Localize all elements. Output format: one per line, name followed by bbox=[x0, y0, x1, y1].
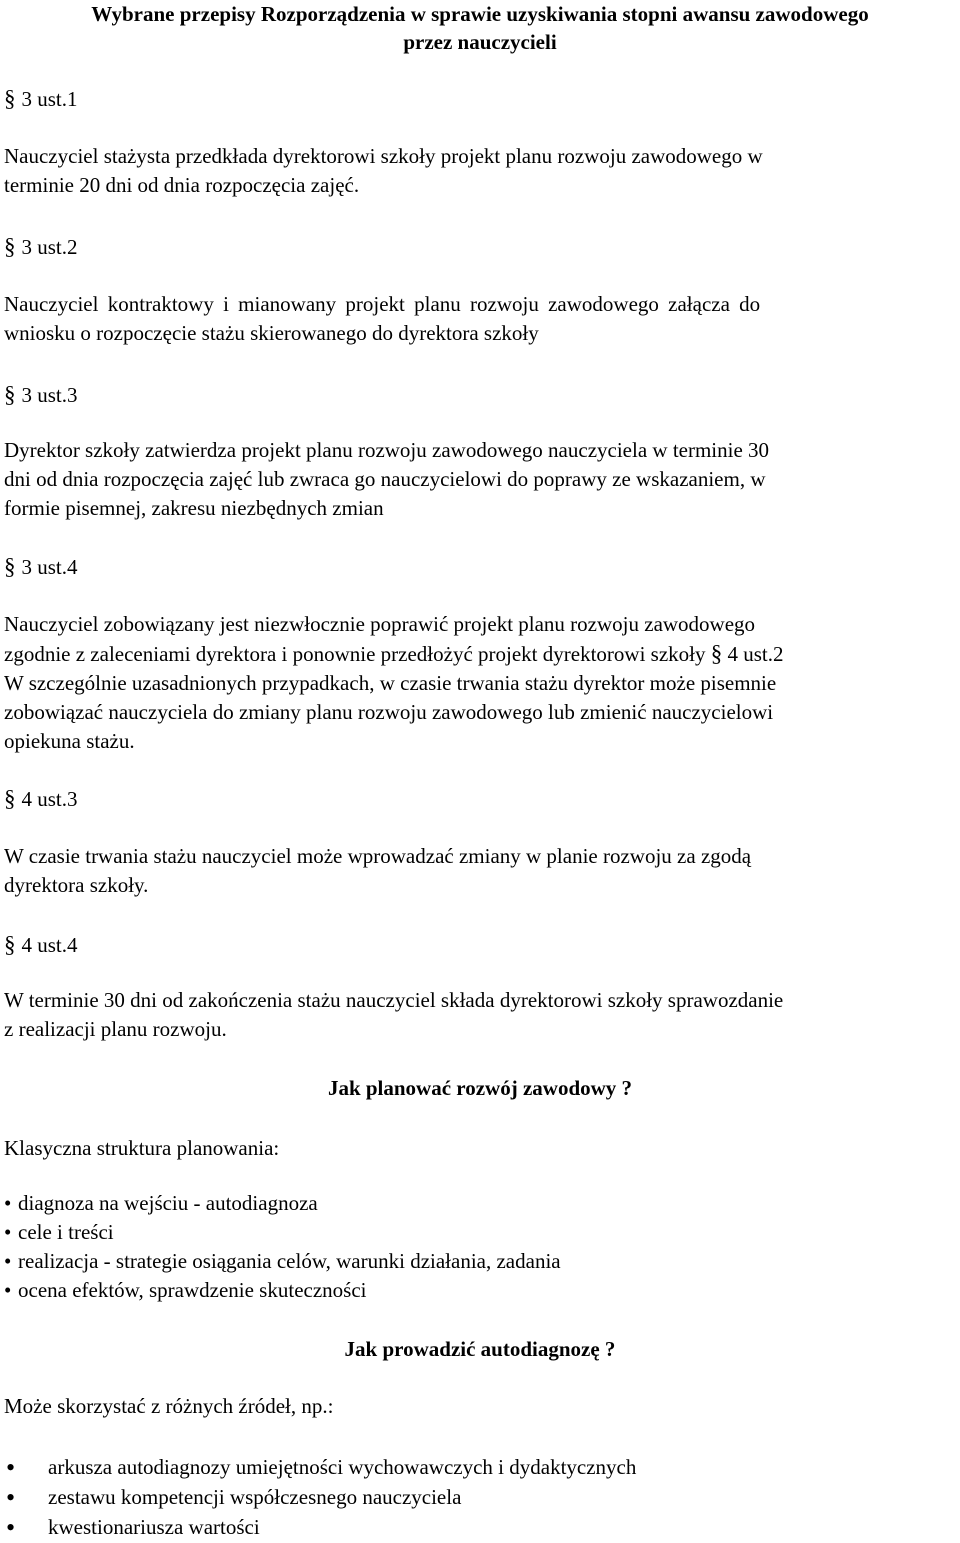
list-item-text: cele i treści bbox=[18, 1220, 114, 1244]
section-ref-label: 4 ust.4 bbox=[21, 933, 78, 957]
list-item-text: ocena efektów, sprawdzenie skuteczności bbox=[18, 1278, 367, 1302]
bullet-icon: • bbox=[6, 1483, 16, 1512]
text-line: Nauczyciel kontraktowy i mianowany projekt planu rozwoju zawodowego załącza do bbox=[4, 292, 761, 316]
text-line-with-ref bbox=[4, 639, 956, 669]
list-item bbox=[4, 1513, 956, 1543]
section-ref-label: 3 ust.3 bbox=[21, 383, 78, 407]
section-symbol: § bbox=[4, 932, 16, 957]
section-ref-label: 3 ust.4 bbox=[21, 555, 78, 579]
text-line: Nauczyciel zobowiązany jest niezwłocznie poprawić projekt planu rozwoju zawodowego bbox=[4, 612, 756, 636]
planning-list bbox=[4, 1189, 956, 1305]
list-item-text: zestawu kompetencji współczesnego nauczyciela bbox=[48, 1485, 462, 1509]
text-line: zobowiązać nauczyciela do zmiany planu rozwoju zawodowego lub zmienić nauczycielowi bbox=[4, 700, 774, 724]
text-line: terminie 20 dni od dnia rozpoczęcia zajęć. bbox=[4, 173, 360, 197]
text-line: dni od dnia rozpoczęcia zajęć lub zwraca go nauczycielowi do poprawy ze wskazaniem, w bbox=[4, 467, 766, 491]
text-line: z realizacji planu rozwoju. bbox=[4, 1017, 227, 1041]
bullet-icon: • bbox=[4, 1278, 12, 1302]
list-item-text: arkusza autodiagnozy umiejętności wychowawczych i dydaktycznych bbox=[48, 1455, 637, 1479]
bullet-icon: • bbox=[4, 1191, 12, 1215]
section-symbol: § bbox=[4, 786, 16, 811]
section-ref-3-3 bbox=[4, 380, 956, 410]
text-segment: zgodnie z zaleceniami dyrektora i ponownie przedłożyć projekt dyrektorowi szkoły bbox=[4, 642, 706, 666]
section-symbol: § bbox=[710, 641, 723, 666]
section-text-3-1 bbox=[4, 142, 956, 200]
section-text-4-4 bbox=[4, 986, 956, 1044]
autodiagnosis-list bbox=[4, 1453, 956, 1543]
list-item bbox=[4, 1453, 956, 1483]
section-ref-label: 3 ust.2 bbox=[21, 235, 78, 259]
text-line: Nauczyciel stażysta przedkłada dyrektorowi szkoły projekt planu rozwoju zawodowego w bbox=[4, 144, 763, 168]
planning-intro: Klasyczna struktura planowania: bbox=[4, 1136, 280, 1160]
planning-heading: Jak planować rozwój zawodowy ? bbox=[327, 1076, 633, 1100]
list-item bbox=[4, 1218, 956, 1247]
section-text-3-4 bbox=[4, 610, 956, 756]
text-line: W czasie trwania stażu nauczyciel może wprowadzać zmiany w planie rozwoju za zgodą bbox=[4, 844, 752, 868]
list-item bbox=[4, 1247, 956, 1276]
text-line: W terminie 30 dni od zakończenia stażu nauczyciel składa dyrektorowi szkoły sprawozdanie bbox=[4, 988, 784, 1012]
inline-ref-label: 4 ust.2 bbox=[727, 642, 784, 666]
section-symbol: § bbox=[4, 554, 16, 579]
list-item bbox=[4, 1483, 956, 1513]
section-symbol: § bbox=[4, 234, 16, 259]
text-line: W szczególnie uzasadnionych przypadkach, w czasie trwania stażu dyrektor może pisemnie bbox=[4, 671, 777, 695]
list-item-text: realizacja - strategie osiągania celów, warunki działania, zadania bbox=[18, 1249, 561, 1273]
section-symbol: § bbox=[4, 382, 16, 407]
title-line-1: Wybrane przepisy Rozporządzenia w sprawie uzyskiwania stopni awansu zawodowego bbox=[91, 2, 869, 26]
text-line: wniosku o rozpoczęcie stażu skierowanego do dyrektora szkoły bbox=[4, 321, 539, 345]
section-ref-4-3 bbox=[4, 784, 956, 814]
autodiagnosis-heading: Jak prowadzić autodiagnozę ? bbox=[344, 1337, 616, 1361]
section-ref-4-4 bbox=[4, 930, 956, 960]
bullet-icon: • bbox=[6, 1453, 16, 1482]
section-ref-3-1 bbox=[4, 84, 956, 114]
section-ref-3-4 bbox=[4, 552, 956, 582]
document-title bbox=[4, 0, 956, 56]
text-line: formie pisemnej, zakresu niezbędnych zmian bbox=[4, 496, 384, 520]
list-item-text: kwestionariusza wartości bbox=[48, 1515, 260, 1539]
section-ref-label: 4 ust.3 bbox=[21, 787, 78, 811]
section-text-3-2 bbox=[4, 290, 956, 348]
list-item bbox=[4, 1189, 956, 1218]
text-line: Dyrektor szkoły zatwierdza projekt planu rozwoju zawodowego nauczyciela w terminie 30 bbox=[4, 438, 770, 462]
bullet-icon: • bbox=[4, 1249, 12, 1273]
section-ref-3-2 bbox=[4, 232, 956, 262]
title-line-2: przez nauczycieli bbox=[403, 30, 557, 54]
section-symbol: § bbox=[4, 86, 16, 111]
bullet-icon: • bbox=[6, 1513, 16, 1542]
text-line: opiekuna stażu. bbox=[4, 729, 135, 753]
section-text-4-3 bbox=[4, 842, 956, 900]
text-line: dyrektora szkoły. bbox=[4, 873, 149, 897]
bullet-icon: • bbox=[4, 1220, 12, 1244]
section-ref-label: 3 ust.1 bbox=[21, 87, 78, 111]
list-item-text: diagnoza na wejściu - autodiagnoza bbox=[18, 1191, 318, 1215]
list-item bbox=[4, 1276, 956, 1305]
autodiagnosis-intro: Może skorzystać z różnych źródeł, np.: bbox=[4, 1394, 334, 1418]
section-text-3-3 bbox=[4, 436, 956, 523]
